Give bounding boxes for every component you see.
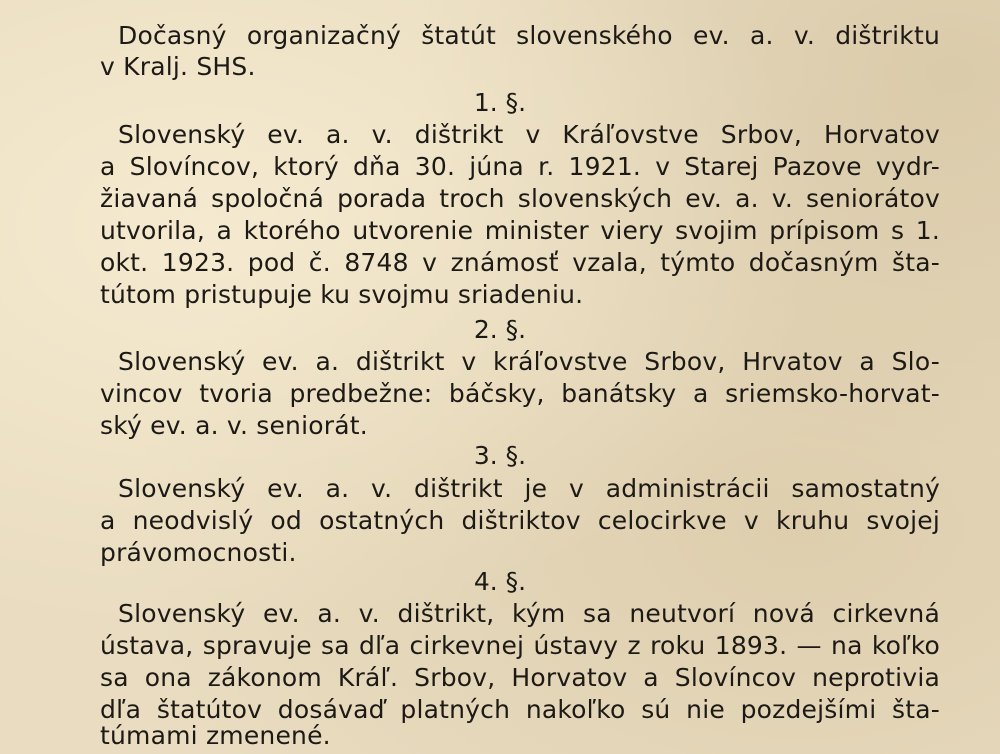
section-2-line-1: Slovenský ev. a. dištrikt v kráľovstve Srbov, Hrvatov a Slo- (118, 347, 940, 376)
section-4-line-1: Slovenský ev. a. v. dištrikt, kým sa neutvorí nová cirkevná (118, 599, 940, 628)
section-1-line-5: okt. 1923. pod č. 8748 v známosť vzala, týmto dočasným šta- (100, 248, 940, 277)
section-4-line-2: ústava, spravuje sa dľa cirkevnej ústavy z roku 1893. — na koľko (100, 631, 940, 660)
section-4-heading: 4. §. (473, 567, 527, 596)
section-3-line-1: Slovenský ev. a. v. dištrikt je v administrácii samostatný (118, 474, 940, 503)
section-4-line-5: túmami zmenené. (100, 721, 331, 750)
section-3-heading: 3. §. (473, 441, 527, 470)
section-1-line-6: tútom pristupuje ku svojmu sriadeniu. (100, 280, 584, 309)
section-4-line-3: sa ona zákonom Kráľ. Srbov, Horvatov a Slovíncov neprotivia (100, 663, 940, 692)
section-2-line-2: vincov tvoria predbežne: báčsky, banátsky a sriemsko-horvat- (100, 379, 940, 408)
section-1-line-4: utvorila, a ktorého utvorenie minister viery svojim prípisom s 1. (100, 216, 940, 245)
section-1-line-3: žiavaná spoločná porada troch slovenských ev. a. v. seniorátov (100, 184, 940, 213)
section-2-heading: 2. §. (473, 315, 527, 344)
section-3-line-3: právomocnosti. (100, 538, 297, 567)
section-2-line-3: ský ev. a. v. seniorát. (100, 411, 368, 440)
document-title-line-2: v Kralj. SHS. (100, 52, 256, 81)
section-3-line-2: a neodvislý od ostatných dištriktov celocirkve v kruhu svojej (100, 506, 940, 535)
document-title-line-1: Dočasný organizačný štatút slovenského ev. a. v. dištriktu (118, 21, 940, 50)
section-4-line-4: dľa štatútov dosávaď platných nakoľko sú nie pozdejšími šta- (100, 695, 940, 724)
section-1-line-2: a Slovíncov, ktorý dňa 30. júna r. 1921. v Starej Pazove vydr- (100, 152, 940, 181)
section-1-heading: 1. §. (473, 88, 527, 117)
section-1-line-1: Slovenský ev. a. v. dištrikt v Kráľovstve Srbov, Horvatov (118, 120, 940, 149)
